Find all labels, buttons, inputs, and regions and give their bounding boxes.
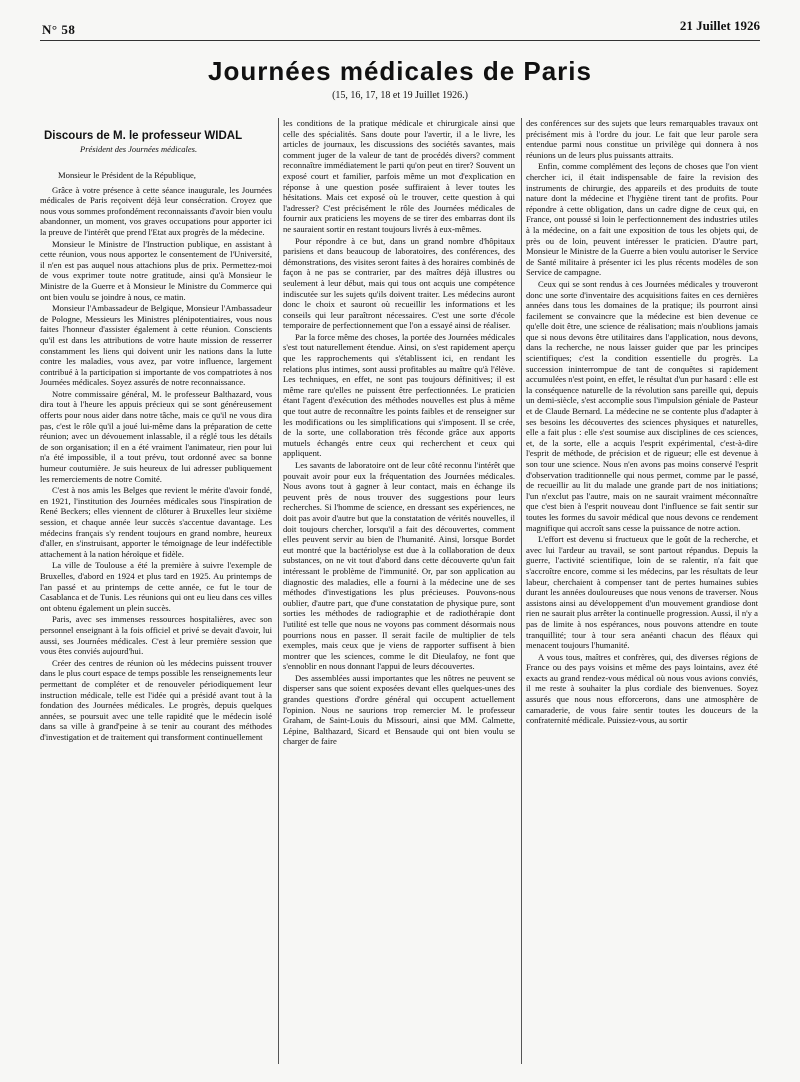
paragraph: L'effort est devenu si fructueux que le goût de la recherche, et avec lui l'ardeur au travail, se sont partout répandus. Depuis la guerre, l'activité scientifique, loin de se ralentir, n'a fait que s'accroître encore, comme si les médecins, par les résultats de leur labeur, cherchaient à compenser tant de pertes humaines subies durant les années douloureuses que nous venons de traverser. Nous assistons ainsi au développement d'un mouvement grandiose dont rien ne saurait plus arrêter la continuelle progression. Aussi, il n'y a pas de limite à nos espérances, nous pouvons attendre en toute tranquillité; tour à tour sera anéanti chacun des fléaux qui menacent toujours l'humanité. <box>526 534 758 651</box>
salutation: Monsieur le Président de la République, <box>58 170 196 180</box>
column-1 <box>40 118 272 1064</box>
paragraph: Paris, avec ses immenses ressources hospitalières, avec son personnel enseignant à la fois officiel et privé se devait d'avoir, lui aussi, ses Journées médicales. C'est à leur première session que vous êtes conviés aujourd'hui. <box>40 614 272 657</box>
paragraph: Enfin, comme complément des leçons de choses que l'on vient chercher ici, il était indispensable de faire la revision des instruments de chirurgie, des appareils et des produits de toute nature dont la médecine et l'hygiène tirent tant de profits. Pour répondre à cette obligation, dans un cadre digne de ceux qui, en France, ont poussé si loin le perfectionnement des industries utiles à la médecine, on a fait une exposition de tous les objets qui, de près ou de loin, peuvent intéresser le praticien. D'autre part, Monsieur le Ministre de la Guerre a bien voulu autoriser le Service de Santé militaire à présenter ici les plus récents modèles de son Service de campagne. <box>526 161 758 278</box>
paragraph: Pour répondre à ce but, dans un grand nombre d'hôpitaux parisiens et dans beaucoup de laboratoires, des conférences, des démonstrations, des visites seront faites à des horaires combinés de façon à ne pas se contrarier, par des maîtres déjà illustres ou seulement à leur début, mais qui tous ont acquis une compétence indiscutée sur les sujets qu'ils doivent traiter. Les médecins auront donc le choix et sauront où recueillir les informations et les conseils qui leur paraîtront nécessaires. C'est une sorte d'école temporaire de perfectionnement que l'on a essayé ainsi de réaliser. <box>283 235 515 331</box>
paragraph: Grâce à votre présence à cette séance inaugurale, les Journées médicales de Paris reçoivent déjà leur consécration. Croyez que nous vous sommes profondément reconnaissants d'avoir bien voulu abandonner, un moment, vos graves occupations pour apporter ici la preuve de l'intérêt que prend l'Etat aux progrès de la médecine. <box>40 184 272 237</box>
paragraph: Les savants de laboratoire ont de leur côté reconnu l'intérêt que pouvait avoir pour eux la fréquentation des Journées médicales. Nous avons tout à gagner à leur contact, mais en échange ils peuvent près de nous trouver des suggestions pour leurs recherches. Si l'homme de science, en dressant ses expériences, ne doit pas avoir d'autre but que la constatation de vérités nouvelles, il doit toujours chercher, lorsqu'il a fait des découvertes, comment elles peuvent servir au bien de l'humanité. Ainsi, lorsque Bordet eut montré que la bactériolyse est due à la collaboration de deux substances, on ne vit tout d'abord dans cette découverte qu'un fait intéressant le problème de l'immunité. Or, par son application au diagnostic des maladies, elle a fourni à la médecine une de ses méthodes d'investigations les plus précieuses. Pouvons-nous oublier, d'autre part, que d'une constatation de physique pure, sont sorties les méthodes de radiographie et de radiothérapie dont l'utilité est telle que nous ne voyons pas comment désormais nous pourrions nous en passer. Il serait facile de multiplier de tels exemples, mais ceux que je viens de rapporter suffisent à bien montrer que les sciences, comme le dit Dieulafoy, ne font que s'ennoblir en nous donnant l'appui de leurs découvertes. <box>283 460 515 672</box>
column-rule <box>278 118 279 1064</box>
article-subtitle: Président des Journées médicales. <box>80 144 198 154</box>
paragraph: C'est à nos amis les Belges que revient le mérite d'avoir fondé, en 1921, l'institution des Journées médicales sous l'inspiration de René Beckers; elles viennent de clôturer à Bruxelles leur sixième session, et chaque année leur succès s'accentue davantage. Les médecins français s'y rendent toujours en grand nombre, heureux d'aller, en s'instruisant, apporter le témoignage de leur indéfectible attachement à la nation héroïque et fidèle. <box>40 485 272 559</box>
paragraph: Notre commissaire général, M. le professeur Balthazard, vous dira tout à l'heure les appuis précieux qui se sont généreusement offerts pour nous aider dans notre tâche, mais ce qu'il ne vous dira pas, c'est le rôle qu'il a joué lui-même dans la préparation de cette réunion; avec un dévouement inlassable, il a réglé tous les détails de son organisation; il en a été vraiment l'animateur, rien pour lui n'a été impossible, il a tout prévu, tout ordonné avec sa bonne humeur coutumière. Je suis heureux de lui adresser publiquement les remerciements de notre Comité. <box>40 388 272 484</box>
article-title: Discours de M. le professeur WIDAL <box>44 130 243 142</box>
paragraph: Ceux qui se sont rendus à ces Journées médicales y trouveront donc une sorte d'inventaire des acquisitions faites en ces dernières années dans tous les domaines de la pratique; ils pourront ainsi facilement se convaincre que la médecine est bien devenue ce qu'elle doit être, une science de réalisation; mais n'oublions jamais que si nous devons être utilitaires dans l'application, nous devons, dans la recherche, ne nous laisser guider que par les principes scientifiques; c'est la condition essentielle du progrès. La succession ininterrompue de tant de conquêtes si rapidement accumulées n'est point, en effet, le résultat d'un pur hasard : elle est la conséquence naturelle de la révolution sans pareille qui, depuis un demi-siècle, s'est accomplie sous l'impulsion géniale de Pasteur et de Claude Bernard. La médecine ne se contente plus d'adapter à ses besoins les découvertes des sciences physiques et naturelles, elle a fait plus : elle s'est soumise aux disciplines de ces sciences, et, de la sorte, elle a acquis l'esprit expérimental, c'est-à-dire l'esprit de méthode, de précision et de rigueur; elle est devenue à son tour une science. Nous n'en avons pas moins conservé l'esprit d'observation traditionnelle qui nous permet, comme par le passé, de recueillir au lit du malade une grande part de nos initiations; l'un n'exclut pas l'autre, mais on ne saurait vraiment méconnaître que c'est bien à l'esprit nouveau dont l'influence se fait sentir sur toutes les formes du savoir médical que nous devons ce rendement magnifique qui accroît sans cesse la puissance de notre action. <box>526 278 758 533</box>
paragraph: Monsieur le Ministre de l'Instruction publique, en assistant à cette réunion, vous nous apportez le consentement de l'Université, il n'en est pas auquel nous attachions plus de prix. Permettez-moi de vous exprimer toute notre gratitude, ainsi qu'à Monsieur le Ministre de la Guerre et à Monsieur le Ministre du Commerce qui ont bien voulu se joindre à nous, ce matin. <box>40 238 272 302</box>
paragraph: Des assemblées aussi importantes que les nôtres ne peuvent se disperser sans que soient exposées devant elles quelques-unes des grandes questions d'ordre général qui occupent actuellement l'opinion. Nous ne saurions trop remercier M. le professeur Graham, de Saint-Louis du Missouri, ainsi que MM. Calmette, Lépine, Balthazard, Sicard et Bensaude qui ont bien voulu se charger de faire <box>283 672 515 747</box>
column-3 <box>526 118 758 1064</box>
article-columns <box>40 118 760 1064</box>
header-rule <box>40 40 760 41</box>
column-2 <box>283 118 515 1064</box>
paragraph: Par la force même des choses, la portée des Journées médicales s'est tout naturellement étendue. Ainsi, on s'est rapidement aperçu que les rapprochements qui s'établissent ici, en rendant les relations plus intimes, sont aussi profitables au maître qu'à l'élève. Les techniques, en effet, ne sont pas toujours définitives; il est même rare qu'elles ne puissent être perfectionnées. Le praticien étant l'agent d'exécution des méthodes nouvelles est plus à même que tout autre de reconnaître les points faibles et de renseigner sur les modifications ou les simplifications qui s'imposent. Il se crée, de la sorte, une collaboration très féconde grâce aux apports mutuels échangés entre ceux qui recherchent et ceux qui appliquent. <box>283 331 515 459</box>
paragraph: les conditions de la pratique médicale et chirurgicale ainsi que celle des spécialités. Sans doute pour l'avertir, il a le livre, les articles de journaux, les discussions des sociétés savantes, mais comment juger de la valeur de tant de procédés divers? comment reconnaître immédiatement le parti qu'on peut en tirer? Souvent un exposé court et familier, parfois même un mot d'explication en réponse à une question posée suffiraient à lever toutes les hésitations. Mais cet exposé où le trouver, cette question à qui l'adresser? C'est précisément le rôle des Journées médicales de fournir aux praticiens les moyens de se tirer des embarras dont ils ne sauraient sortir en restant toujours livrés à eux-mêmes. <box>283 118 515 234</box>
paragraph: La ville de Toulouse a été la première à suivre l'exemple de Bruxelles, d'abord en 1924 et plus tard en 1925. Au printemps de l'an passé et au printemps de cette année, ce fut le tour de Casablanca et de Tunis. Les réunions qui ont eu lieu dans ces villes ont obtenu également un plein succès. <box>40 560 272 613</box>
issue-date: 21 Juillet 1926 <box>679 18 760 33</box>
paragraph: Créer des centres de réunion où les médecins puissent trouver dans le plus court espace de temps possible les renseignements leur permettant de compléter et de renouveler périodiquement leur instruction médicale, telle est l'idée qui a présidé avant tout à la fondation des Journées médicales. Le progrès, depuis quelques années, se poursuit avec une telle rapidité que le médecin isolé dans sa ville à grand'peine à se tenir au courant des méthodes d'investigation et de traitement qui transforment continuellement <box>40 657 272 742</box>
page-subtitle: (15, 16, 17, 18 et 19 Juillet 1926.) <box>332 90 468 101</box>
issue-number: N° 58 <box>42 22 76 37</box>
column-rule <box>521 118 522 1064</box>
paragraph: Monsieur l'Ambassadeur de Belgique, Monsieur l'Ambassadeur de Pologne, Messieurs les Ministres plénipotentiaires, vous nous faites l'honneur d'assister également à cette réunion. Conscients qu'il est dans les attributions de votre haute mission de resserrer constamment les liens qui doivent unir les nations dans la lutte contre les maladies, vous avez, par votre influence, largement contribué à la participation si importante de vos compatriotes à nos Journées médicales. Soyez assurés de notre reconnaissance. <box>40 303 272 388</box>
paragraph: des conférences sur des sujets que leurs remarquables travaux ont précisément mis à l'ordre du jour. Le fait que leur parole sera entendue parmi nous constitue un privilège qui donnera à nos réunions un de leurs plus puissants attraits. <box>526 118 758 160</box>
page-title: Journées médicales de Paris <box>208 56 592 86</box>
paragraph: A vous tous, maîtres et confrères, qui, des diverses régions de France ou des pays voisins et même des pays lointains, avez été exacts au grand rendez-vous médical où nous vous avions conviés, il me reste à souhaiter la plus cordiale des bienvenues. Soyez assurés que nous nous efforcerons, dans une atmosphère de camaraderie, de vous faire sentir toutes les douceurs de la confraternité médicale. Puissiez-vous, au sortir <box>526 651 758 726</box>
